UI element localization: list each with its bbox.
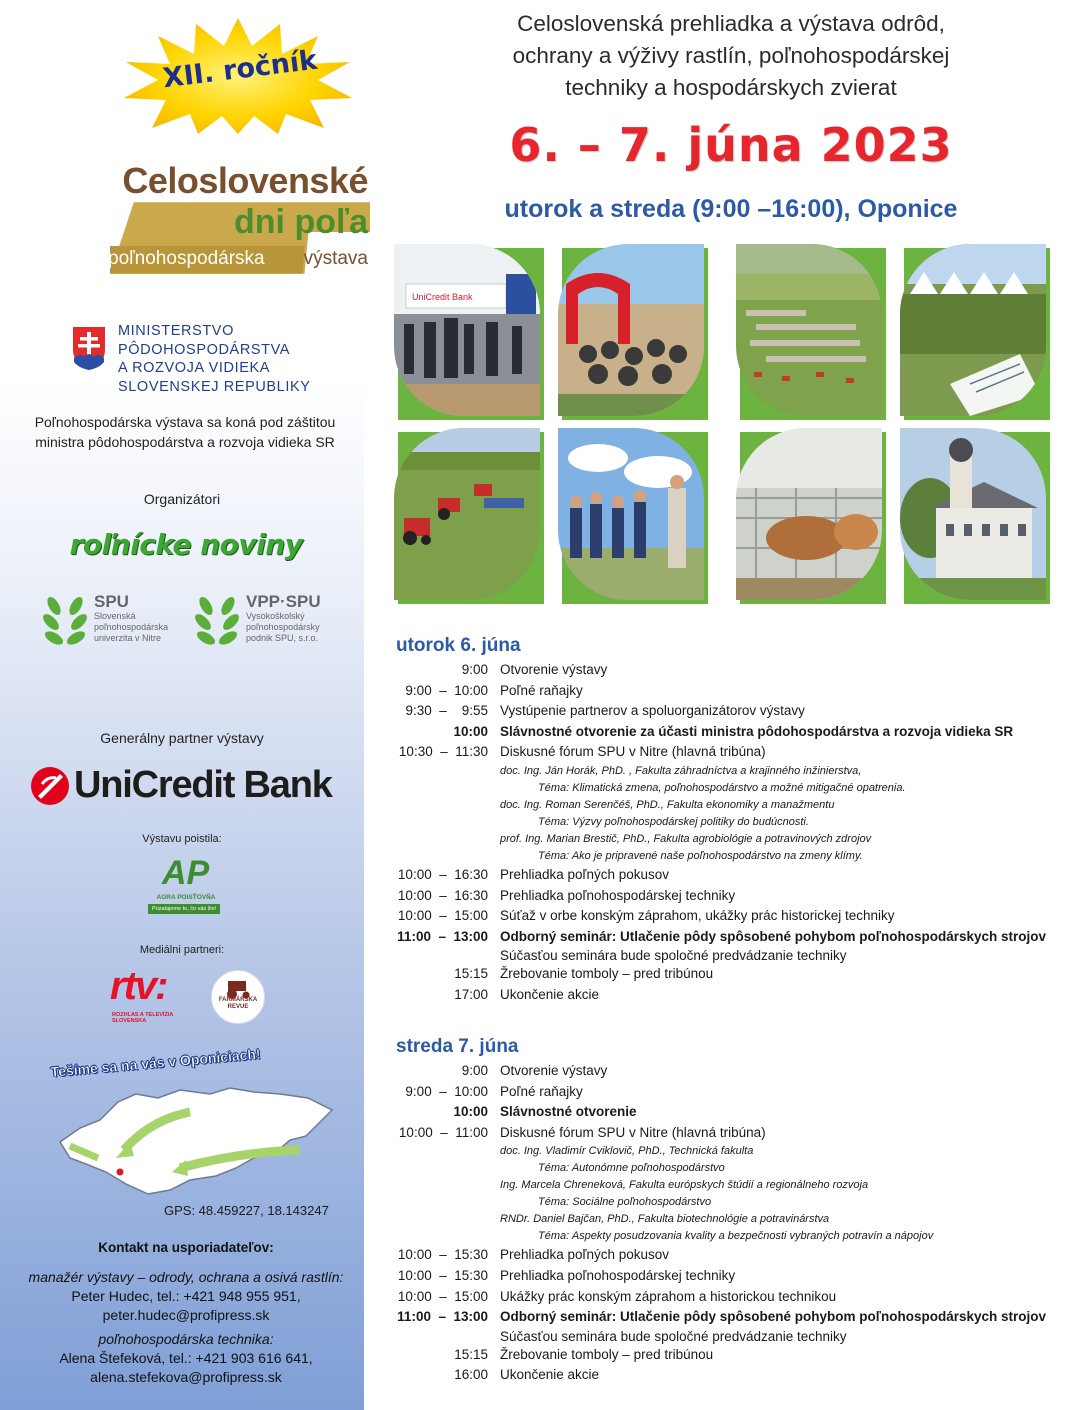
photo-cattle-pen <box>736 428 886 604</box>
schedule-text: Téma: Ako je pripravené naše poľnohospodárstvo na zmeny klímy. <box>538 849 863 862</box>
topic-row <box>396 1160 1080 1177</box>
schedule-text: Slávnostné otvorenie za účasti ministra pôdohospodárstva a rozvoja vidieka SR <box>500 723 1014 739</box>
event-days-location: utorok a streda (9:00 –16:00), Oponice <box>504 195 958 223</box>
schedule-text: Poľné raňajky <box>500 682 583 698</box>
spu-logo <box>42 594 200 654</box>
day-title: utorok 6. júna <box>396 635 521 656</box>
schedule-row <box>396 927 1080 948</box>
schedule-text: Téma: Výzvy poľnohospodárskej politiky do budúcnosti. <box>538 815 809 828</box>
topic-row <box>396 1228 1080 1245</box>
wheat-leaf-icon <box>194 594 240 650</box>
insurer-abbr: AP <box>162 854 210 892</box>
topic-row <box>396 780 1080 797</box>
schedule-text: doc. Ing. Vladimír Cviklovič, PhD., Technická fakulta <box>500 1145 754 1158</box>
schedule-time: 11:00 – 13:00 <box>397 1309 488 1325</box>
wheat-leaf-icon <box>42 594 88 650</box>
schedule-text: Téma: Sociálne poľnohospodárstvo <box>538 1196 712 1209</box>
schedule-text: Téma: Klimatická zmena, poľnohospodárstvo a možné mitigačné opatrenia. <box>538 781 906 794</box>
contact-email[interactable]: alena.stefekova@profipress.sk <box>90 1369 282 1385</box>
schedule-text: Slávnostné otvorenie <box>500 1104 637 1120</box>
topic-row <box>396 814 1080 831</box>
contact-email[interactable]: peter.hudec@profipress.sk <box>102 1307 270 1323</box>
speaker-row <box>396 763 1080 780</box>
vpp-name: Vysokoškolský poľnohospodársky podnik SPU, s.r.o. <box>246 611 320 643</box>
photo-opening-ceremony <box>394 244 544 420</box>
schedule-text: Téma: Autonómne poľnohospodárstvo <box>538 1162 725 1175</box>
schedule-text: Žrebovanie tomboly – pred tribúnou <box>500 1346 714 1362</box>
schedule-text: Ukážky prác konským záprahom a historickou technikou <box>500 1288 837 1304</box>
schedule-time: 9:00 <box>461 1063 488 1078</box>
media-label: Mediálni partneri: <box>139 944 225 956</box>
schedule-row <box>396 1365 1080 1386</box>
schedule-text: RNDr. Daniel Bajčan, PhD., Fakulta biotechnológie a potravinárstva <box>500 1213 830 1226</box>
schedule-row <box>396 742 1080 763</box>
schedule-text: Prehliadka poľných pokusov <box>500 866 670 882</box>
schedule-time: 15:15 <box>454 1346 488 1362</box>
rtv-subtitle: ROZHLAS A TELEVÍZIA SLOVENSKA <box>112 1012 174 1024</box>
schedule-text: Žrebovanie tomboly – pred tribúnou <box>500 966 714 982</box>
rtvs-logo <box>110 964 190 1028</box>
schedule-text: Odborný seminár: Utlačenie pôdy spôsobené pohybom poľnohospodárskych strojov <box>500 928 1047 944</box>
schedule-text: Otvorenie výstavy <box>500 662 608 677</box>
event-headline: Celoslovenská prehliadka a výstava odrôd, ochrany a výživy rastlín, poľnohospodárskej techniky a hospodárskych zvierat <box>512 11 950 100</box>
schedule-time: 9:00 – 10:00 <box>405 1083 488 1099</box>
contact-person: Alena Štefeková, tel.: +421 903 616 641, <box>59 1350 313 1366</box>
contact-person: Peter Hudec, tel.: +421 948 955 951, <box>71 1288 301 1304</box>
slovakia-map-icon <box>40 1080 340 1210</box>
partner-label: Generálny partner výstavy <box>100 730 264 746</box>
schedule-row <box>396 1102 1080 1123</box>
topic-row <box>396 848 1080 865</box>
photo-aerial-field-view <box>736 244 886 420</box>
spu-abbr: SPU <box>94 592 129 611</box>
schedule-text: Prehliadka poľnohospodárskej techniky <box>500 887 736 903</box>
schedule-text: Poľné raňajky <box>500 1083 583 1099</box>
insurer-name: AGRA POISŤOVŇA <box>156 894 216 901</box>
topic-row <box>396 1194 1080 1211</box>
schedule-time: 10:00 – 16:30 <box>397 887 488 903</box>
photo-visitors-group <box>558 428 708 604</box>
note-row <box>396 947 1080 964</box>
photo-oponice-manor <box>900 428 1050 604</box>
schedule-time: 16:00 <box>454 1367 488 1383</box>
logo-subtitle: dni poľa <box>234 203 368 241</box>
schedule-text: Ing. Marcela Chreneková, Fakulta európskych štúdií a regionálneho rozvoja <box>500 1179 869 1192</box>
schedule-text: doc. Ing. Roman Serenčéš, PhD., Fakulta ekonomiky a manažmentu <box>500 798 835 811</box>
event-dates: 6. – 7. júna 2023 <box>509 118 953 172</box>
schedule-day-1 <box>396 632 1080 1006</box>
schedule-row <box>396 865 1080 886</box>
partner-name: UniCredit Bank <box>74 764 332 806</box>
insurer-tagline: Pozatajeme to, čo vás živí <box>148 904 220 914</box>
schedule-text: Súčasťou seminára bude spoločné predvádzanie techniky <box>500 1328 847 1344</box>
speaker-row <box>396 1211 1080 1228</box>
rolnicke-noviny-logo: roľnícke noviny <box>69 528 303 561</box>
schedule-rows <box>396 1061 1080 1386</box>
schedule-row <box>396 1307 1080 1328</box>
schedule-text: Odborný seminár: Utlačenie pôdy spôsobené pohybom poľnohospodárskych strojov <box>500 1309 1047 1325</box>
farmarska-revue-logo <box>211 970 265 1024</box>
schedule-day-2 <box>396 1033 1080 1386</box>
schedule-row <box>396 1266 1080 1287</box>
badge-label: XII. ročník <box>161 44 319 95</box>
schedule-row <box>396 701 1080 722</box>
schedule-time: 11:00 – 13:00 <box>397 928 488 944</box>
photo-tractors-on-field <box>394 428 544 604</box>
schedule-row <box>396 886 1080 907</box>
schedule-row <box>396 1245 1080 1266</box>
schedule-text: Vystúpenie partnerov a spoluorganizátorov výstavy <box>500 703 805 719</box>
agra-poistovna-logo <box>148 854 224 916</box>
schedule-row <box>396 1082 1080 1103</box>
ministry-logo <box>70 322 360 397</box>
note-row <box>396 1328 1080 1345</box>
schedule-row <box>396 660 1080 681</box>
schedule-row <box>396 722 1080 743</box>
contact-block-2 <box>14 1330 358 1387</box>
photo-white-tents-field <box>900 244 1050 420</box>
schedule-time: 10:00 – 11:00 <box>398 1124 488 1140</box>
schedule-time: 10:00 <box>453 723 488 739</box>
photo-unicredit-arch-crowd <box>558 244 708 420</box>
schedule-text: Ukončenie akcie <box>500 986 600 1002</box>
schedule-time: 10:00 – 16:30 <box>397 866 488 882</box>
schedule-text: Diskusné fórum SPU v Nitre (hlavná tribúna) <box>500 1124 766 1140</box>
schedule-text: Prehliadka poľných pokusov <box>500 1247 670 1263</box>
schedule-time: 15:15 <box>454 966 488 982</box>
contact-role: poľnohospodárska technika: <box>98 1331 274 1347</box>
farm-wordmark: FARMÁRSKA REVUE <box>218 997 258 1010</box>
vpp-abbr: VPP·SPU <box>246 592 321 611</box>
logo-tagline-end: výstava <box>303 248 368 269</box>
schedule-text: Súťaž v orbe konským záprahom, ukážky prác historickej techniky <box>500 908 895 924</box>
schedule-row <box>396 985 1080 1006</box>
svg-text:UniCredit Bank: UniCredit Bank <box>412 292 473 302</box>
contact-block-1 <box>14 1268 358 1325</box>
year-badge <box>120 16 356 136</box>
contact-role: manažér výstavy – odrody, ochrana a osivá rastlín: <box>28 1269 344 1285</box>
schedule-time: 17:00 <box>454 986 488 1002</box>
schedule-row <box>396 906 1080 927</box>
schedule-text: prof. Ing. Marian Brestič, PhD., Fakulta agrobiológie a potravinových zdrojov <box>500 832 872 845</box>
schedule-time: 10:00 – 15:00 <box>397 1288 488 1304</box>
schedule-text: doc. Ing. Ján Horák, PhD. , Fakulta záhradníctva a krajinného inžinierstva, <box>500 764 862 777</box>
logo-title: Celoslovenské <box>122 160 368 201</box>
schedule-time: 10:00 <box>453 1104 488 1120</box>
insurer-label: Výstavu poistila: <box>142 833 222 845</box>
schedule-time: 9:00 – 10:00 <box>405 682 488 698</box>
unicredit-icon <box>30 766 70 806</box>
schedule-row <box>396 1061 1080 1082</box>
schedule-time: 9:30 – 9:55 <box>405 703 488 719</box>
schedule-rows <box>396 660 1080 1006</box>
schedule-text: Ukončenie akcie <box>500 1367 600 1383</box>
speaker-row <box>396 1177 1080 1194</box>
schedule-time: 10:30 – 11:30 <box>398 744 488 760</box>
schedule-row <box>396 1123 1080 1144</box>
schedule-text: Téma: Aspekty posudzovania kvality a bezpečnosti vybraných potravín a nápojov <box>538 1230 934 1243</box>
gps-coordinates: GPS: 48.459227, 18.143247 <box>164 1203 329 1218</box>
schedule-row <box>396 681 1080 702</box>
schedule-row <box>396 1345 1080 1366</box>
speaker-row <box>396 831 1080 848</box>
schedule-text: Otvorenie výstavy <box>500 1063 608 1078</box>
schedule-time: 10:00 – 15:00 <box>397 908 488 924</box>
schedule-text: Prehliadka poľnohospodárskej techniky <box>500 1267 736 1283</box>
contact-title: Kontakt na usporiadateľov: <box>98 1240 274 1255</box>
schedule-row <box>396 964 1080 985</box>
speaker-row <box>396 797 1080 814</box>
unicredit-logo <box>30 764 340 810</box>
schedule-text: Súčasťou seminára bude spoločné predvádzanie techniky <box>500 948 847 964</box>
event-logo <box>96 160 372 275</box>
day-title: streda 7. júna <box>396 1036 519 1057</box>
schedule-time: 9:00 <box>461 662 488 677</box>
schedule-time: 10:00 – 15:30 <box>397 1267 488 1283</box>
speaker-row <box>396 1143 1080 1160</box>
rtv-wordmark: rtv: <box>110 964 167 1008</box>
patronage-note: Poľnohospodárska výstava sa koná pod záštitou ministra pôdohospodárstva a rozvoja vidieka SR <box>34 414 336 450</box>
spu-name: Slovenská poľnohospodárska univerzita v Nitre <box>94 611 169 643</box>
map-slogan: Tešíme sa na vás v Oponiciach! <box>50 1045 262 1080</box>
vpp-spu-logo <box>194 594 352 654</box>
ministry-name: MINISTERSTVO PÔDOHOSPODÁRSTVA A ROZVOJA VIDIEKA SLOVENSKEJ REPUBLIKY <box>118 323 311 395</box>
schedule-time: 10:00 – 15:30 <box>397 1247 488 1263</box>
slovak-shield-icon <box>70 324 108 372</box>
logo-tagline: poľnohospodárska <box>108 248 265 269</box>
organizers-label: Organizátori <box>143 491 221 507</box>
schedule-row <box>396 1287 1080 1308</box>
left-sidebar <box>0 0 368 1410</box>
schedule-text: Diskusné fórum SPU v Nitre (hlavná tribúna) <box>500 744 766 760</box>
